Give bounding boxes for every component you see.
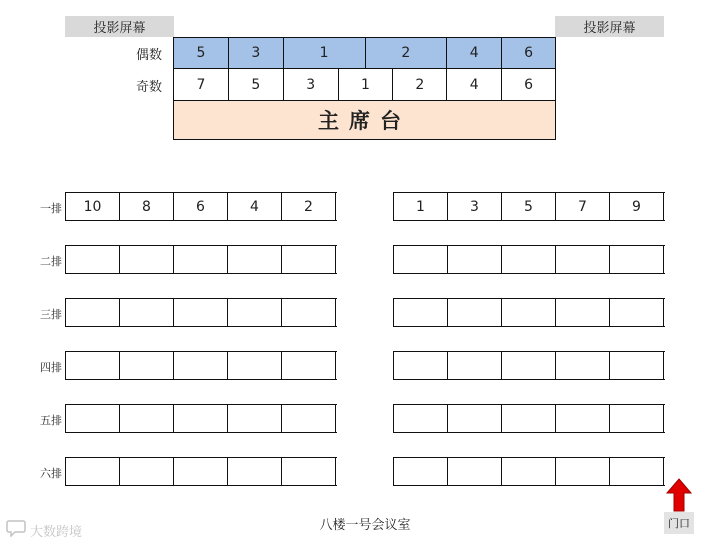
seat	[174, 246, 228, 273]
odd-seat-row	[173, 68, 556, 101]
seat: 5	[502, 193, 556, 220]
seat: 1	[394, 193, 448, 220]
seat	[282, 405, 336, 432]
door-label: 门口	[664, 512, 694, 534]
speech-bubble-icon	[6, 519, 26, 537]
seat: 3	[448, 193, 502, 220]
even-seat: 3	[229, 38, 284, 68]
seat: 9	[610, 193, 664, 220]
seat	[394, 352, 448, 379]
right-seat-block	[393, 457, 665, 486]
seat	[66, 299, 120, 326]
row-label: 三排	[40, 308, 62, 321]
right-seat-block	[393, 192, 665, 221]
seat	[66, 246, 120, 273]
seat	[502, 299, 556, 326]
odd-seat: 4	[447, 69, 502, 100]
even-seat: 5	[174, 38, 229, 68]
seat	[282, 352, 336, 379]
seat: 8	[120, 193, 174, 220]
seat	[282, 299, 336, 326]
odd-seat: 6	[502, 69, 556, 100]
left-seat-block	[65, 245, 337, 274]
even-seat: 4	[447, 38, 502, 68]
seat	[394, 458, 448, 485]
right-seat-block	[393, 245, 665, 274]
even-seat: 2	[366, 38, 448, 68]
seat	[174, 352, 228, 379]
seat	[610, 405, 664, 432]
seat	[66, 405, 120, 432]
door-arrow-icon	[666, 478, 692, 512]
seat	[228, 405, 282, 432]
even-seat-row	[173, 37, 556, 69]
row-label: 二排	[40, 255, 62, 268]
left-seat-block	[65, 192, 337, 221]
seat	[556, 299, 610, 326]
row-label: 一排	[40, 202, 62, 215]
seat	[556, 246, 610, 273]
seat	[502, 352, 556, 379]
seat	[502, 246, 556, 273]
even-seat: 6	[502, 38, 556, 68]
seat	[282, 458, 336, 485]
seat	[394, 299, 448, 326]
seat	[502, 458, 556, 485]
seat	[66, 352, 120, 379]
seat	[610, 352, 664, 379]
seat: 6	[174, 193, 228, 220]
odd-seat: 7	[174, 69, 229, 100]
watermark-text: 大数跨境	[30, 525, 83, 540]
seat	[282, 246, 336, 273]
seat	[120, 246, 174, 273]
row-label: 五排	[40, 414, 62, 427]
seat	[228, 352, 282, 379]
seat	[556, 458, 610, 485]
seat	[448, 299, 502, 326]
seat: 4	[228, 193, 282, 220]
seat: 10	[66, 193, 120, 220]
row-label: 六排	[40, 467, 62, 480]
odd-row-label: 奇数	[135, 80, 162, 95]
row-label: 四排	[40, 361, 62, 374]
seat	[174, 405, 228, 432]
podium: 主席台	[173, 100, 556, 140]
odd-seat: 2	[393, 69, 447, 100]
left-seat-block	[65, 298, 337, 327]
left-seat-block	[65, 457, 337, 486]
room-name: 八楼一号会议室	[319, 518, 411, 533]
right-seat-block	[393, 404, 665, 433]
seat	[556, 405, 610, 432]
seat	[228, 246, 282, 273]
seat	[66, 458, 120, 485]
seat	[174, 299, 228, 326]
seat	[394, 405, 448, 432]
right-seat-block	[393, 298, 665, 327]
seat: 7	[556, 193, 610, 220]
even-seat: 1	[284, 38, 366, 68]
seat	[448, 458, 502, 485]
seat	[228, 458, 282, 485]
seat	[120, 405, 174, 432]
seat	[556, 352, 610, 379]
even-row-label: 偶数	[135, 48, 162, 63]
seat	[394, 246, 448, 273]
seat: 2	[282, 193, 336, 220]
seat	[448, 246, 502, 273]
odd-seat: 3	[284, 69, 339, 100]
seat	[502, 405, 556, 432]
seat	[174, 458, 228, 485]
left-seat-block	[65, 351, 337, 380]
seat	[610, 299, 664, 326]
left-projection-screen: 投影屏幕	[65, 16, 174, 37]
right-projection-screen: 投影屏幕	[555, 16, 664, 37]
seat	[120, 458, 174, 485]
odd-seat: 5	[229, 69, 284, 100]
seat	[448, 352, 502, 379]
odd-seat: 1	[339, 69, 394, 100]
seat	[120, 352, 174, 379]
seat	[120, 299, 174, 326]
left-seat-block	[65, 404, 337, 433]
right-seat-block	[393, 351, 665, 380]
seat	[448, 405, 502, 432]
seat	[228, 299, 282, 326]
seat	[610, 246, 664, 273]
seat	[610, 458, 664, 485]
